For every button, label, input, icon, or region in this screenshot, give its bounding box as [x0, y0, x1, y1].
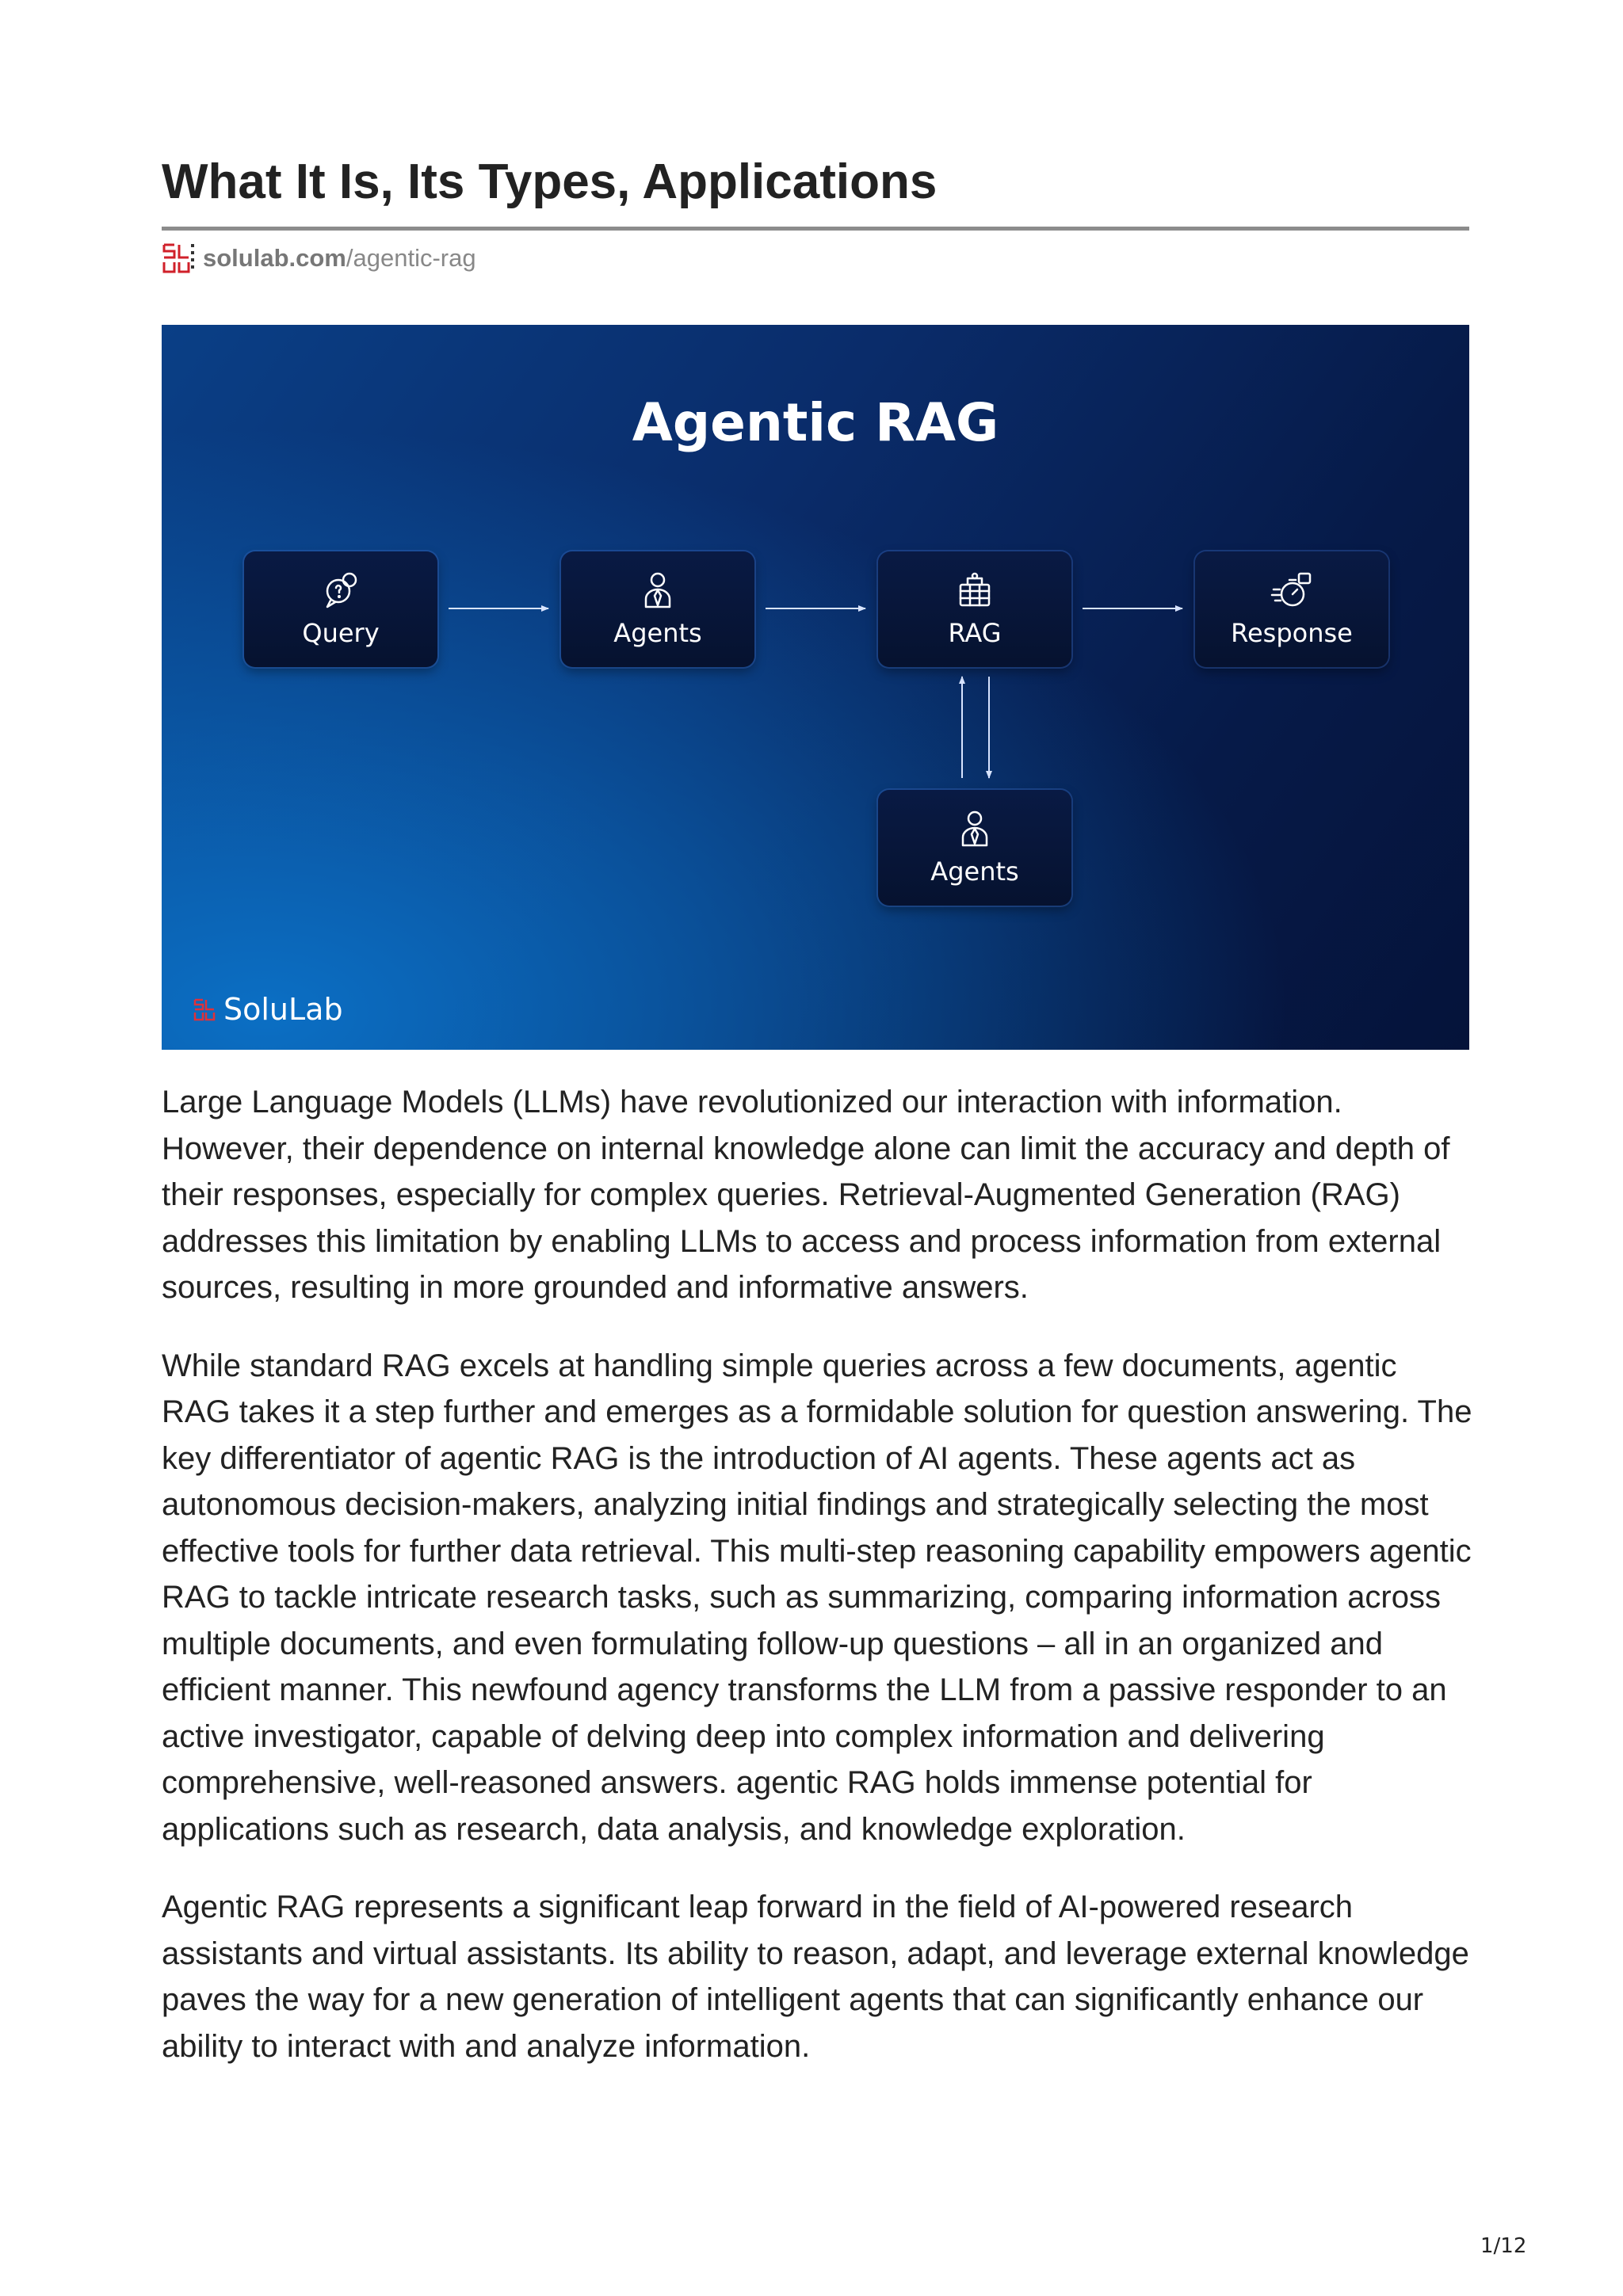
node-rag-label: RAG — [948, 618, 1002, 648]
node-agents-bottom — [878, 790, 1071, 906]
node-agents-label: Agents — [613, 618, 702, 648]
page-title: What It Is, Its Types, Applications — [162, 154, 938, 209]
paragraph: Agentic RAG represents a significant leap forward in the field of AI-powered research assistants and virtual assistants. Its ability to reason, adapt, and leverage external knowledge paves the way for a new generation of intelligent agents that can significantly enhance our ability to interact with and analyze information. — [162, 1890, 1469, 2064]
node-rag — [878, 551, 1071, 667]
solulab-brand — [193, 992, 343, 1027]
database-grid-icon — [953, 569, 996, 612]
stopwatch-icon — [1270, 569, 1313, 612]
person-icon — [953, 807, 996, 850]
node-response — [1195, 551, 1388, 667]
node-agents-bottom-label: Agents — [930, 856, 1019, 887]
page-number: 1/12 — [1480, 2234, 1527, 2258]
agentic-rag-diagram — [162, 325, 1469, 1050]
person-icon — [636, 569, 679, 612]
solulab-logo-icon — [193, 997, 217, 1021]
question-bubble-icon — [319, 569, 362, 612]
solulab-logo-icon — [162, 242, 195, 275]
diagram-title: Agentic RAG — [632, 392, 999, 453]
paragraph: Large Language Models (LLMs) have revolutionized our interaction with information. However, their dependence on internal knowledge alone can limit the accuracy and depth of their responses, especially for complex queries. Retrieval-Augmented Generation (RAG) addresses this limitation by enabling LLMs to access and process information from external sources, resulting in more grounded and informative answers. — [162, 1085, 1450, 1305]
node-agents — [561, 551, 754, 667]
title-divider — [162, 227, 1469, 231]
node-query-label: Query — [302, 618, 380, 648]
source-line — [162, 241, 476, 276]
node-query — [244, 551, 437, 667]
brand-name: SoluLab — [223, 992, 343, 1027]
article-body — [162, 1079, 1474, 2101]
node-response-label: Response — [1231, 618, 1353, 648]
source-path[interactable]: /agentic-rag — [346, 244, 476, 272]
source-domain[interactable]: solulab.com — [203, 244, 346, 272]
paragraph: While standard RAG excels at handling simple queries across a few documents, agentic RAG takes it a step further and emerges as a formidable solution for question answering. The key differentiator of agentic RAG is the introduction of AI agents. These agents act as autonomous decision-makers, analyzing initial findings and strategically selecting the most effective tools for further data retrieval. This multi-step reasoning capability empowers agentic RAG to tackle intricate research tasks, such as summarizing, comparing information across multiple documents, and even formulating follow-up questions – all in an organized and efficient manner. This newfound agency transforms the LLM from a passive responder to an active investigator, capable of delving deep into complex information and delivering comprehensive, well-reasoned answers. agentic RAG holds immense potential for applications such as research, data analysis, and knowledge exploration. — [162, 1348, 1472, 1847]
diagram-arrows — [162, 325, 1469, 1050]
